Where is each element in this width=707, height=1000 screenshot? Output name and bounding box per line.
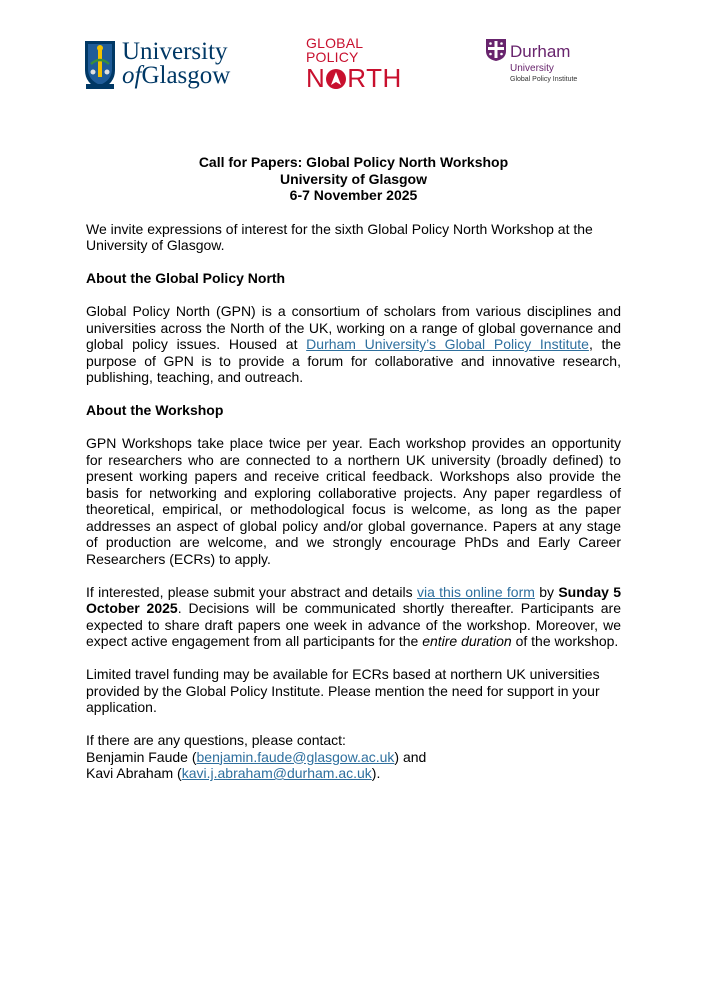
- funding-paragraph: Limited travel funding may be available for ECRs based at northern UK universities provided by the Global Policy Institute. Please mention the need for support in your application.: [86, 666, 600, 715]
- contact-person1-end: ) and: [394, 748, 427, 765]
- title-line1: Call for Papers: Global Policy North Workshop: [198, 154, 509, 170]
- page-title: [86, 154, 621, 204]
- submission-text: If interested, please submit your abstract and details: [86, 583, 417, 600]
- gpn-logo-line2: POLICY: [306, 49, 359, 65]
- about-gpn-heading: About the Global Policy North: [86, 270, 286, 286]
- gpn-logo-n: N: [306, 63, 326, 93]
- glasgow-logo-of: of: [122, 62, 142, 89]
- title-line2: University of Glasgow: [279, 170, 428, 187]
- gpn-logo-rth: RTH: [347, 63, 402, 93]
- deadline: Sunday 5 October 2025: [86, 583, 621, 616]
- about-workshop-paragraph: GPN Workshops take place twice per year. Each workshop provides an opportunity for researchers who are connected to a northern UK university (broadly defined) to present working papers and receive critical feedback. Workshops also provide the basis for networking and exploring collaborative projects. Any paper regardless of theoretical, empirical, or methodological focus is welcome, as long as the paper addresses an aspect of global policy and/or global governance. Papers at any stage of production are welcome, and we strongly encourage PhDs and Early Career Researchers (ECRs) to apply.: [86, 435, 621, 567]
- durham-logo-sub2: Global Policy Institute: [510, 76, 578, 83]
- about-workshop-heading: About the Workshop: [86, 402, 224, 418]
- contact-person2: [86, 765, 621, 782]
- submission-text-end: of the workshop.: [511, 633, 619, 649]
- logo-bar: [0, 36, 707, 96]
- glasgow-logo-line2: Glasgow: [141, 62, 231, 89]
- contact-person2-end: ).: [371, 765, 381, 781]
- north-arrow-icon: [325, 64, 347, 92]
- contact-paragraph: [86, 732, 621, 782]
- durham-logo-name: Durham: [510, 42, 571, 61]
- durham-logo-sub1: University: [510, 63, 554, 74]
- durham-logo: [485, 38, 605, 92]
- about-gpn-text-end: , the purpose of GPN is to provide a forum for collaborative and innovative research, publishing, teaching, and outreach.: [86, 336, 621, 385]
- submission-by: by: [534, 583, 559, 600]
- entire-duration: entire duration: [422, 633, 512, 649]
- contact-intro: If there are any questions, please contact:: [86, 732, 346, 748]
- online-form-link[interactable]: via this online form: [416, 583, 535, 600]
- email-link-abraham[interactable]: kavi.j.abraham@durham.ac.uk: [181, 765, 372, 781]
- submission-paragraph: [86, 584, 621, 650]
- gpn-logo-line1: GLOBAL: [306, 35, 364, 51]
- contact-person1-name: Benjamin Faude (: [86, 748, 197, 765]
- durham-crest-icon: [485, 38, 507, 62]
- gpi-link[interactable]: Durham University’s Global Policy Institute: [306, 336, 589, 352]
- contact-person2-name: Kavi Abraham (: [86, 765, 182, 781]
- gpn-logo: [306, 36, 406, 92]
- document-body: [86, 154, 621, 798]
- glasgow-logo-line1: University: [122, 38, 228, 65]
- intro-paragraph: We invite expressions of interest for the sixth Global Policy North Workshop at the University of Glasgow.: [86, 220, 593, 253]
- about-gpn-paragraph: [86, 303, 621, 386]
- submission-text-mid: . Decisions will be communicated shortly thereafter. Participants are expected to share draft papers one week in advance of the workshop. Moreover, we expect active engagement from all participants for the: [86, 600, 621, 649]
- about-gpn-text: Global Policy North (GPN) is a consortium of scholars from various disciplines and universities across the North of the UK, working on a range of global governance and global policy issues. Housed at: [86, 303, 621, 352]
- email-link-faude[interactable]: benjamin.faude@glasgow.ac.uk: [196, 748, 395, 765]
- title-line3: 6-7 November 2025: [289, 187, 418, 203]
- contact-person1: [86, 749, 621, 766]
- glasgow-crest-icon: [84, 40, 116, 90]
